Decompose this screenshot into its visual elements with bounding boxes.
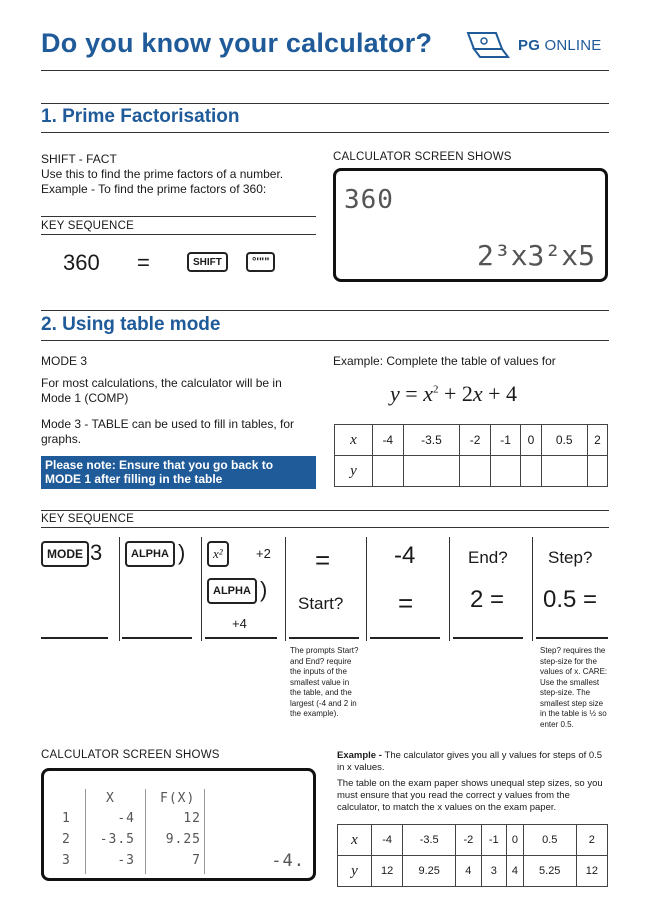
laptop-icon	[462, 29, 512, 61]
fact-key: °'""	[246, 252, 275, 272]
table-cell	[373, 456, 404, 487]
example-label: Example: Complete the table of values for	[333, 354, 556, 368]
section1-line1: Use this to find the prime factors of a number.	[41, 167, 284, 181]
close-paren: )	[178, 540, 186, 565]
alpha-key: ALPHA	[125, 541, 175, 567]
shift-key: SHIFT	[187, 252, 228, 272]
table-cell: 5.25	[523, 856, 576, 887]
calculator-screen-2	[41, 768, 316, 881]
table-cell: -4	[372, 825, 403, 856]
table-row	[335, 456, 608, 487]
screen-row-fx: 12	[183, 811, 201, 826]
section1-title: 1. Prime Factorisation	[41, 106, 240, 127]
table-x-head: x	[335, 425, 373, 456]
seq-number: 360	[63, 250, 100, 275]
screen-col-fx: F(X)	[160, 791, 196, 806]
plus-four: +4	[232, 616, 247, 631]
table-row	[335, 425, 608, 456]
page-title: Do you know your calculator?	[41, 28, 433, 58]
values-table-1	[334, 424, 608, 487]
section1-subtitle: SHIFT - FACT	[41, 152, 117, 166]
table-cell	[460, 456, 491, 487]
table-cell: -2	[456, 825, 481, 856]
table-cell: -4	[373, 425, 404, 456]
bottom-example: Example - The calculator gives you all y values for steps of 0.5 in x values.	[337, 750, 603, 773]
table-cell	[521, 456, 541, 487]
table-cell: -2	[460, 425, 491, 456]
end-prompt: End?	[468, 548, 508, 567]
prompts-note: The prompts Start? and End? require the inputs of the smallest value in the table, and the largest (-4 and 2 in the example).	[290, 646, 359, 718]
table-cell: 0.5	[541, 425, 587, 456]
table-cell: -1	[481, 825, 506, 856]
table-cell: 4	[506, 856, 523, 887]
screen-input: 360	[344, 185, 394, 215]
section2-title: 2. Using table mode	[41, 314, 221, 335]
screen-row-n: 1	[62, 811, 71, 826]
table-cell: 3	[481, 856, 506, 887]
table-cell	[490, 456, 521, 487]
table-cell: 0	[521, 425, 541, 456]
screen-col-x: X	[106, 791, 115, 806]
screen-row-x: -3	[117, 853, 135, 868]
alpha-key-2: ALPHA	[207, 578, 257, 604]
plus-two: +2	[256, 546, 271, 561]
table-cell	[403, 456, 460, 487]
step-prompt: Step?	[548, 548, 593, 567]
table-cell: 12	[576, 856, 607, 887]
table-x-head: x	[338, 825, 372, 856]
table-cell	[587, 456, 607, 487]
screen-row-fx: 7	[192, 853, 201, 868]
screen-row-n: 2	[62, 832, 71, 847]
note-banner: Please note: Ensure that you go back to MODE 1 after filling in the table	[41, 456, 316, 489]
table-row	[338, 825, 608, 856]
start-prompt: Start?	[298, 594, 344, 613]
table-cell: 2	[587, 425, 607, 456]
screen-row-n: 3	[62, 853, 71, 868]
table-cell: 2	[576, 825, 607, 856]
table-cell: 0	[506, 825, 523, 856]
equation: $y = x^2 + 2x + 4$	[390, 381, 518, 406]
table-cell: -1	[490, 425, 521, 456]
mode-number: 3	[90, 540, 103, 565]
start-value: -4	[394, 542, 416, 569]
screen-row-x: -4	[117, 811, 135, 826]
logo-text: PG ONLINE	[518, 36, 602, 54]
table-cell: 0.5	[523, 825, 576, 856]
calculator-screen-1	[333, 168, 608, 282]
table-row	[338, 856, 608, 887]
table-y-head: y	[338, 856, 372, 887]
screen-label-1: CALCULATOR SCREEN SHOWS	[333, 151, 512, 163]
screen-value: -4.	[271, 851, 305, 871]
section1-line2: Example - To find the prime factors of 360:	[41, 182, 267, 196]
x-squared-key: x²	[207, 541, 229, 567]
table-cell: 4	[456, 856, 481, 887]
step-value: 0.5 =	[543, 586, 598, 613]
section2-para2: Mode 3 - TABLE can be used to fill in tables, for graphs.	[41, 417, 295, 446]
screen-output: 2³x3²x5	[476, 239, 595, 272]
mode-key: MODE	[41, 541, 89, 567]
table-cell: -3.5	[403, 825, 456, 856]
equals-key: =	[315, 545, 331, 575]
close-paren-2: )	[260, 577, 268, 602]
bottom-example-2: The table on the exam paper shows unequal step sizes, so you must ensure that you read the correct y values from the calculator, to match the x values on the exam paper.	[337, 778, 603, 813]
section2-para1: For most calculations, the calculator will be in Mode 1 (COMP)	[41, 376, 282, 405]
publisher-logo	[462, 28, 612, 62]
key-sequence-label-2: KEY SEQUENCE	[41, 513, 134, 525]
end-value: 2 =	[470, 586, 505, 613]
seq-equals: =	[137, 250, 150, 275]
step-note: Step? requires the step-size for the values of x. CARE: Use the smallest step-size. The smallest step size in the table is ½ so enter 0.5.	[540, 646, 608, 729]
table-y-head: y	[335, 456, 373, 487]
screen-row-fx: 9.25	[165, 832, 201, 847]
mode-label: MODE 3	[41, 354, 88, 368]
key-sequence-label: KEY SEQUENCE	[41, 220, 134, 232]
table-cell: 12	[372, 856, 403, 887]
table-cell	[541, 456, 587, 487]
table-cell: 9.25	[403, 856, 456, 887]
screen-label-2: CALCULATOR SCREEN SHOWS	[41, 749, 220, 761]
equals-key-2: =	[398, 588, 414, 618]
screen-row-x: -3.5	[99, 832, 135, 847]
table-cell: -3.5	[403, 425, 460, 456]
values-table-2	[337, 824, 608, 887]
